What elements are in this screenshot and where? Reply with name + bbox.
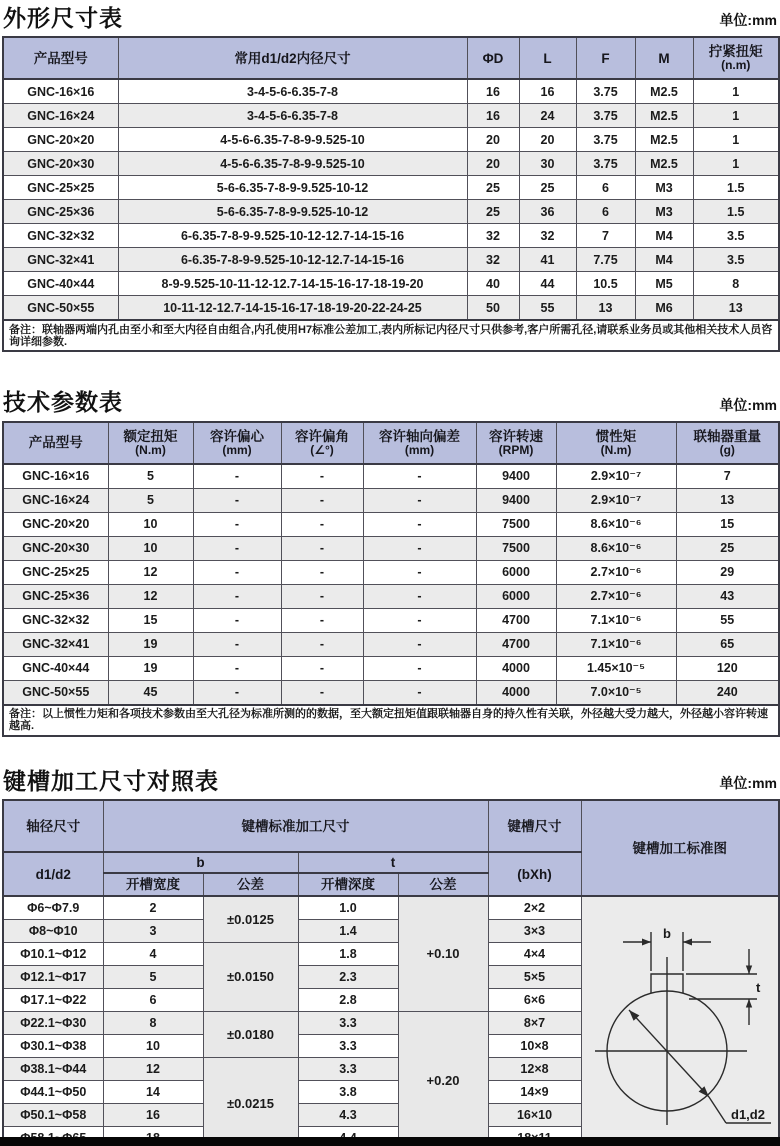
table-cell: 3.75 [576, 152, 635, 176]
col-header-eccentricity [193, 422, 281, 464]
col-header-angle [281, 422, 363, 464]
table-cell: GNC-32×41 [3, 248, 118, 272]
col-header-keyway-size: 键槽尺寸 [488, 800, 581, 852]
table-cell: 8-9-9.525-10-11-12-12.7-14-15-16-17-18-19-20 [118, 272, 467, 296]
col-header-product: 产品型号 [3, 37, 118, 79]
table-cell: 1.8 [298, 943, 398, 966]
diagram-b-label: b [662, 925, 671, 941]
table-cell: - [363, 608, 476, 632]
table-cell: 3-4-5-6-6.35-7-8 [118, 104, 467, 128]
col-header-diagram: 键槽加工标准图 [581, 800, 779, 896]
table-cell: M2.5 [635, 128, 693, 152]
table-cell: GNC-32×41 [3, 632, 108, 656]
table-row [3, 104, 779, 128]
unit-label: 单位:mm [719, 775, 777, 792]
table-cell: - [193, 464, 281, 489]
col-header-tolerance-b: 公差 [203, 873, 298, 896]
params-section [0, 389, 780, 736]
col-header-weight [676, 422, 779, 464]
table-cell: 1.5 [693, 200, 779, 224]
table-cell: - [281, 584, 363, 608]
table-cell: 4000 [476, 680, 556, 705]
table-cell: 19 [108, 632, 193, 656]
table-cell: Φ17.1~Φ22 [3, 989, 103, 1012]
table-cell: 25 [519, 176, 576, 200]
table-row [3, 272, 779, 296]
col-header-torque-sub: (n.m) [721, 58, 751, 73]
table-cell: GNC-25×25 [3, 560, 108, 584]
table-cell: 5×5 [488, 966, 581, 989]
table-cell: - [363, 464, 476, 489]
col-header-axial-main: 容许轴向偏差 [379, 428, 460, 444]
table-cell: GNC-32×32 [3, 224, 118, 248]
table-cell: 1.0 [298, 896, 398, 920]
table-cell: Φ22.1~Φ30 [3, 1012, 103, 1035]
col-header-speed [476, 422, 556, 464]
table-cell: 3.75 [576, 104, 635, 128]
table-cell: M5 [635, 272, 693, 296]
table-cell: - [193, 536, 281, 560]
table-cell: 16 [103, 1104, 203, 1127]
table-cell: 6×6 [488, 989, 581, 1012]
table-cell: 12 [108, 584, 193, 608]
table-cell: - [281, 464, 363, 489]
table-cell: 19 [108, 656, 193, 680]
keyway-table-body [3, 896, 779, 1146]
col-header-weight-main: 联轴器重量 [693, 428, 761, 444]
table-cell: - [281, 488, 363, 512]
col-header-d1d2: d1/d2 [3, 852, 103, 896]
params-header-row [3, 422, 779, 464]
col-header-slot-width: 开槽宽度 [103, 873, 203, 896]
table-cell: 1 [693, 128, 779, 152]
col-header-weight-sub: (g) [719, 442, 735, 457]
params-table-body [3, 464, 779, 705]
table-cell: 32 [519, 224, 576, 248]
keyway-table [2, 799, 780, 1146]
table-cell: 2.7×10⁻⁶ [556, 560, 676, 584]
keyway-section [0, 768, 780, 1146]
table-cell: - [363, 536, 476, 560]
table-cell: - [193, 488, 281, 512]
table-cell: 5 [103, 966, 203, 989]
table-cell: 3.8 [298, 1081, 398, 1104]
tolerance-cell: +0.20 [398, 1012, 488, 1146]
tolerance-cell: ±0.0215 [203, 1058, 298, 1146]
table-row [3, 488, 779, 512]
col-header-bxh: (bXh) [488, 852, 581, 896]
table-cell: M2.5 [635, 152, 693, 176]
table-cell: 12 [103, 1058, 203, 1081]
table-row [3, 128, 779, 152]
table-cell: 8 [693, 272, 779, 296]
table-cell: 4×4 [488, 943, 581, 966]
keyway-diagram-cell [581, 896, 779, 1146]
col-header-t: t [298, 852, 488, 873]
col-header-slot-depth: 开槽深度 [298, 873, 398, 896]
table-cell: 5 [108, 464, 193, 489]
col-header-axial-sub: (mm) [404, 442, 435, 457]
table-cell: 10×8 [488, 1035, 581, 1058]
table-cell: 5-6-6.35-7-8-9-9.525-10-12 [118, 200, 467, 224]
arrowhead [642, 938, 651, 945]
col-header-inertia [556, 422, 676, 464]
table-cell: M4 [635, 224, 693, 248]
table-cell: Φ50.1~Φ58 [3, 1104, 103, 1127]
col-header-torque-main: 拧紧扭矩 [708, 44, 763, 60]
col-header-f: F [576, 37, 635, 79]
table-cell: 6 [576, 176, 635, 200]
table-cell: 7500 [476, 536, 556, 560]
table-cell: Φ44.1~Φ50 [3, 1081, 103, 1104]
table-cell: GNC-16×24 [3, 104, 118, 128]
table-cell: Φ12.1~Φ17 [3, 966, 103, 989]
table-cell: GNC-50×55 [3, 680, 108, 705]
table-cell: 1.4 [298, 920, 398, 943]
table-cell: GNC-20×20 [3, 128, 118, 152]
table-cell: 7 [676, 464, 779, 489]
table-cell: 32 [467, 224, 519, 248]
table-cell: 2.9×10⁻⁷ [556, 488, 676, 512]
table-cell: 1 [693, 104, 779, 128]
table-cell: 36 [519, 200, 576, 224]
table-cell: GNC-20×30 [3, 152, 118, 176]
params-table-note: 备注：以上惯性力矩和各项技术参数由至大孔径为标准所测的的数据，至大额定扭矩值跟联轴器自身的持久性有关联，外径越大受力越大，外径越小容许转速越高. [3, 705, 779, 736]
table-cell: - [363, 488, 476, 512]
table-cell: 32 [467, 248, 519, 272]
diagram-t-label: t [755, 979, 761, 995]
table-cell: 3 [103, 920, 203, 943]
table-cell: 16×10 [488, 1104, 581, 1127]
table-cell: 16 [467, 104, 519, 128]
table-cell: 20 [519, 128, 576, 152]
outline-table [2, 36, 780, 352]
col-header-angle-sub: (∠°) [310, 442, 334, 457]
arrowhead [746, 965, 752, 974]
table-row [3, 200, 779, 224]
table-cell: 10 [108, 536, 193, 560]
table-cell: 7500 [476, 512, 556, 536]
table-cell: - [363, 656, 476, 680]
table-cell: - [281, 656, 363, 680]
table-cell: - [193, 680, 281, 705]
keyway-title-row [0, 768, 780, 794]
table-cell: - [363, 632, 476, 656]
bottom-cutoff-bar [0, 1137, 780, 1146]
table-cell: Φ30.1~Φ38 [3, 1035, 103, 1058]
table-cell: M2.5 [635, 104, 693, 128]
table-cell: 65 [676, 632, 779, 656]
col-header-torque [693, 37, 779, 79]
tolerance-cell: ±0.0180 [203, 1012, 298, 1058]
table-cell: 5 [108, 488, 193, 512]
table-row [3, 79, 779, 104]
table-cell: - [193, 560, 281, 584]
table-row [3, 176, 779, 200]
table-row [3, 296, 779, 321]
table-cell: GNC-16×16 [3, 79, 118, 104]
table-cell: 12×8 [488, 1058, 581, 1081]
table-cell: GNC-32×32 [3, 608, 108, 632]
col-header-rated-torque [108, 422, 193, 464]
table-row [3, 680, 779, 705]
table-cell: 20 [467, 128, 519, 152]
table-cell: 3.5 [693, 224, 779, 248]
table-cell: 10.5 [576, 272, 635, 296]
table-row [3, 656, 779, 680]
table-cell: 50 [467, 296, 519, 321]
table-cell: GNC-50×55 [3, 296, 118, 321]
table-cell: 14 [103, 1081, 203, 1104]
table-cell: - [193, 632, 281, 656]
table-cell: 25 [467, 176, 519, 200]
table-cell: Φ6~Φ7.9 [3, 896, 103, 920]
table-cell: GNC-16×24 [3, 488, 108, 512]
col-header-l: L [519, 37, 576, 79]
outline-table-note: 备注：联轴器两端内孔由至小和至大内径自由组合,内孔使用H7标准公差加工,表内所标记内径尺寸只供参考,客户所需孔径,请联系业务员或其他相关技术人员咨询详细参数. [3, 320, 779, 351]
diagram-d1d2-label: d1,d2 [730, 1106, 765, 1122]
table-cell: - [363, 680, 476, 705]
table-cell: 8 [103, 1012, 203, 1035]
col-header-b: b [103, 852, 298, 873]
table-cell: 9400 [476, 488, 556, 512]
table-cell: 1.5 [693, 176, 779, 200]
tolerance-cell: ±0.0125 [203, 896, 298, 943]
table-cell: 7.1×10⁻⁶ [556, 608, 676, 632]
col-header-standard-size: 键槽标准加工尺寸 [103, 800, 488, 852]
table-cell: 13 [693, 296, 779, 321]
table-cell: 6 [576, 200, 635, 224]
table-cell: 8.6×10⁻⁶ [556, 512, 676, 536]
table-cell: 9400 [476, 464, 556, 489]
outline-table-title: 外形尺寸表 [3, 5, 123, 31]
table-cell: 2.3 [298, 966, 398, 989]
outline-table-body [3, 79, 779, 320]
table-cell: 44 [519, 272, 576, 296]
table-cell: 13 [676, 488, 779, 512]
table-cell: 5-6-6.35-7-8-9-9.525-10-12 [118, 176, 467, 200]
table-row [3, 512, 779, 536]
table-row [3, 584, 779, 608]
table-row [3, 608, 779, 632]
table-cell: 3×3 [488, 920, 581, 943]
table-cell: 3.5 [693, 248, 779, 272]
table-cell: - [193, 512, 281, 536]
table-cell: - [363, 584, 476, 608]
table-cell: Φ10.1~Φ12 [3, 943, 103, 966]
outline-header-row [3, 37, 779, 79]
table-cell: - [193, 584, 281, 608]
table-cell: 16 [519, 79, 576, 104]
table-cell: - [193, 656, 281, 680]
table-cell: 6-6.35-7-8-9-9.525-10-12-12.7-14-15-16 [118, 248, 467, 272]
table-cell: - [281, 680, 363, 705]
table-cell: 7.0×10⁻⁵ [556, 680, 676, 705]
table-cell: GNC-25×36 [3, 200, 118, 224]
table-cell: 3.75 [576, 79, 635, 104]
unit-label: 单位:mm [719, 396, 777, 413]
table-cell: 2.8 [298, 989, 398, 1012]
table-cell: 7.1×10⁻⁶ [556, 632, 676, 656]
table-cell: M3 [635, 200, 693, 224]
table-cell: - [281, 560, 363, 584]
table-row [3, 632, 779, 656]
table-cell: 7.75 [576, 248, 635, 272]
arrowhead [746, 999, 752, 1008]
table-cell: 4700 [476, 632, 556, 656]
table-cell: 4-5-6-6.35-7-8-9-9.525-10 [118, 152, 467, 176]
params-title-row [0, 389, 780, 415]
keyway-header-row-1 [3, 800, 779, 852]
unit-label: 单位:mm [719, 12, 777, 29]
tolerance-cell: ±0.0150 [203, 943, 298, 1012]
col-header-inertia-main: 惯性矩 [595, 428, 637, 444]
table-cell: 6000 [476, 560, 556, 584]
table-cell: 20 [467, 152, 519, 176]
col-header-od: ΦD [467, 37, 519, 79]
col-header-rated-torque-main: 额定扭矩 [123, 428, 178, 444]
table-cell: - [281, 632, 363, 656]
table-cell: - [363, 512, 476, 536]
table-cell: 3.3 [298, 1035, 398, 1058]
col-header-angle-main: 容许偏角 [295, 428, 349, 444]
table-cell: 15 [108, 608, 193, 632]
table-cell: 7 [576, 224, 635, 248]
table-cell: 10 [108, 512, 193, 536]
table-cell: GNC-25×36 [3, 584, 108, 608]
table-cell: 25 [676, 536, 779, 560]
table-cell: GNC-16×16 [3, 464, 108, 489]
table-cell: 3.75 [576, 128, 635, 152]
table-cell: 30 [519, 152, 576, 176]
table-cell: 3.3 [298, 1058, 398, 1081]
col-header-rated-torque-sub: (N.m) [135, 442, 166, 457]
table-cell: GNC-40×44 [3, 656, 108, 680]
arrowhead [683, 938, 692, 945]
table-cell: 8.6×10⁻⁶ [556, 536, 676, 560]
table-cell: 6 [103, 989, 203, 1012]
table-row [3, 152, 779, 176]
table-cell: GNC-20×20 [3, 512, 108, 536]
col-header-eccentricity-main: 容许偏心 [210, 428, 264, 444]
table-cell: 3.3 [298, 1012, 398, 1035]
table-cell: 25 [467, 200, 519, 224]
table-cell: 120 [676, 656, 779, 680]
table-cell: 12 [108, 560, 193, 584]
table-cell: 6-6.35-7-8-9-9.525-10-12-12.7-14-15-16 [118, 224, 467, 248]
table-cell: 43 [676, 584, 779, 608]
table-cell: M3 [635, 176, 693, 200]
table-cell: 41 [519, 248, 576, 272]
params-table-title: 技术参数表 [3, 389, 123, 416]
keyway-table-title: 键槽加工尺寸对照表 [3, 767, 219, 794]
table-cell: 4.3 [298, 1104, 398, 1127]
table-cell: 240 [676, 680, 779, 705]
table-cell: 6000 [476, 584, 556, 608]
table-cell: 40 [467, 272, 519, 296]
table-cell: Φ8~Φ10 [3, 920, 103, 943]
col-header-speed-main: 容许转速 [489, 428, 543, 444]
table-row [3, 464, 779, 489]
col-header-speed-sub: (RPM) [498, 442, 534, 457]
table-row [3, 224, 779, 248]
table-cell: 4000 [476, 656, 556, 680]
col-header-bore: 常用d1/d2内径尺寸 [118, 37, 467, 79]
table-cell: 13 [576, 296, 635, 321]
keyway-diagram [585, 901, 775, 1143]
table-cell: M2.5 [635, 79, 693, 104]
table-row [3, 248, 779, 272]
table-cell: - [193, 608, 281, 632]
table-row [3, 560, 779, 584]
col-header-eccentricity-sub: (mm) [222, 442, 252, 457]
tolerance-cell: +0.10 [398, 896, 488, 1012]
table-cell: - [281, 608, 363, 632]
params-table [2, 421, 780, 737]
table-cell: Φ38.1~Φ44 [3, 1058, 103, 1081]
table-cell: 55 [676, 608, 779, 632]
col-header-axial [363, 422, 476, 464]
table-cell: GNC-25×25 [3, 176, 118, 200]
table-cell: GNC-40×44 [3, 272, 118, 296]
table-cell: 2.9×10⁻⁷ [556, 464, 676, 489]
col-header-shaft-size: 轴径尺寸 [3, 800, 103, 852]
table-cell: 1 [693, 79, 779, 104]
table-cell: 4700 [476, 608, 556, 632]
col-header-tolerance-t: 公差 [398, 873, 488, 896]
table-cell: 29 [676, 560, 779, 584]
table-cell: GNC-20×30 [3, 536, 108, 560]
table-cell: 1 [693, 152, 779, 176]
outline-title-row [0, 0, 780, 31]
table-cell: 8×7 [488, 1012, 581, 1035]
table-cell: 4 [103, 943, 203, 966]
table-cell: - [281, 536, 363, 560]
col-header-m: M [635, 37, 693, 79]
table-cell: 55 [519, 296, 576, 321]
table-cell: 2 [103, 896, 203, 920]
col-header-inertia-sub: (N.m) [600, 442, 632, 457]
table-cell: 45 [108, 680, 193, 705]
table-row [3, 536, 779, 560]
params-note-row [3, 705, 779, 736]
table-cell: 1.45×10⁻⁵ [556, 656, 676, 680]
table-cell: 15 [676, 512, 779, 536]
col-header-product: 产品型号 [3, 422, 108, 464]
table-cell: 24 [519, 104, 576, 128]
table-row [3, 896, 779, 920]
table-cell: - [363, 560, 476, 584]
table-cell: 10 [103, 1035, 203, 1058]
outline-section [0, 0, 780, 352]
table-cell: 4-5-6-6.35-7-8-9-9.525-10 [118, 128, 467, 152]
table-cell: M6 [635, 296, 693, 321]
table-cell: 2×2 [488, 896, 581, 920]
table-cell: 14×9 [488, 1081, 581, 1104]
table-cell: 2.7×10⁻⁶ [556, 584, 676, 608]
table-cell: 10-11-12-12.7-14-15-16-17-18-19-20-22-24-25 [118, 296, 467, 321]
table-cell: 16 [467, 79, 519, 104]
outline-note-row [3, 320, 779, 351]
table-cell: M4 [635, 248, 693, 272]
table-cell: - [281, 512, 363, 536]
table-cell: 3-4-5-6-6.35-7-8 [118, 79, 467, 104]
